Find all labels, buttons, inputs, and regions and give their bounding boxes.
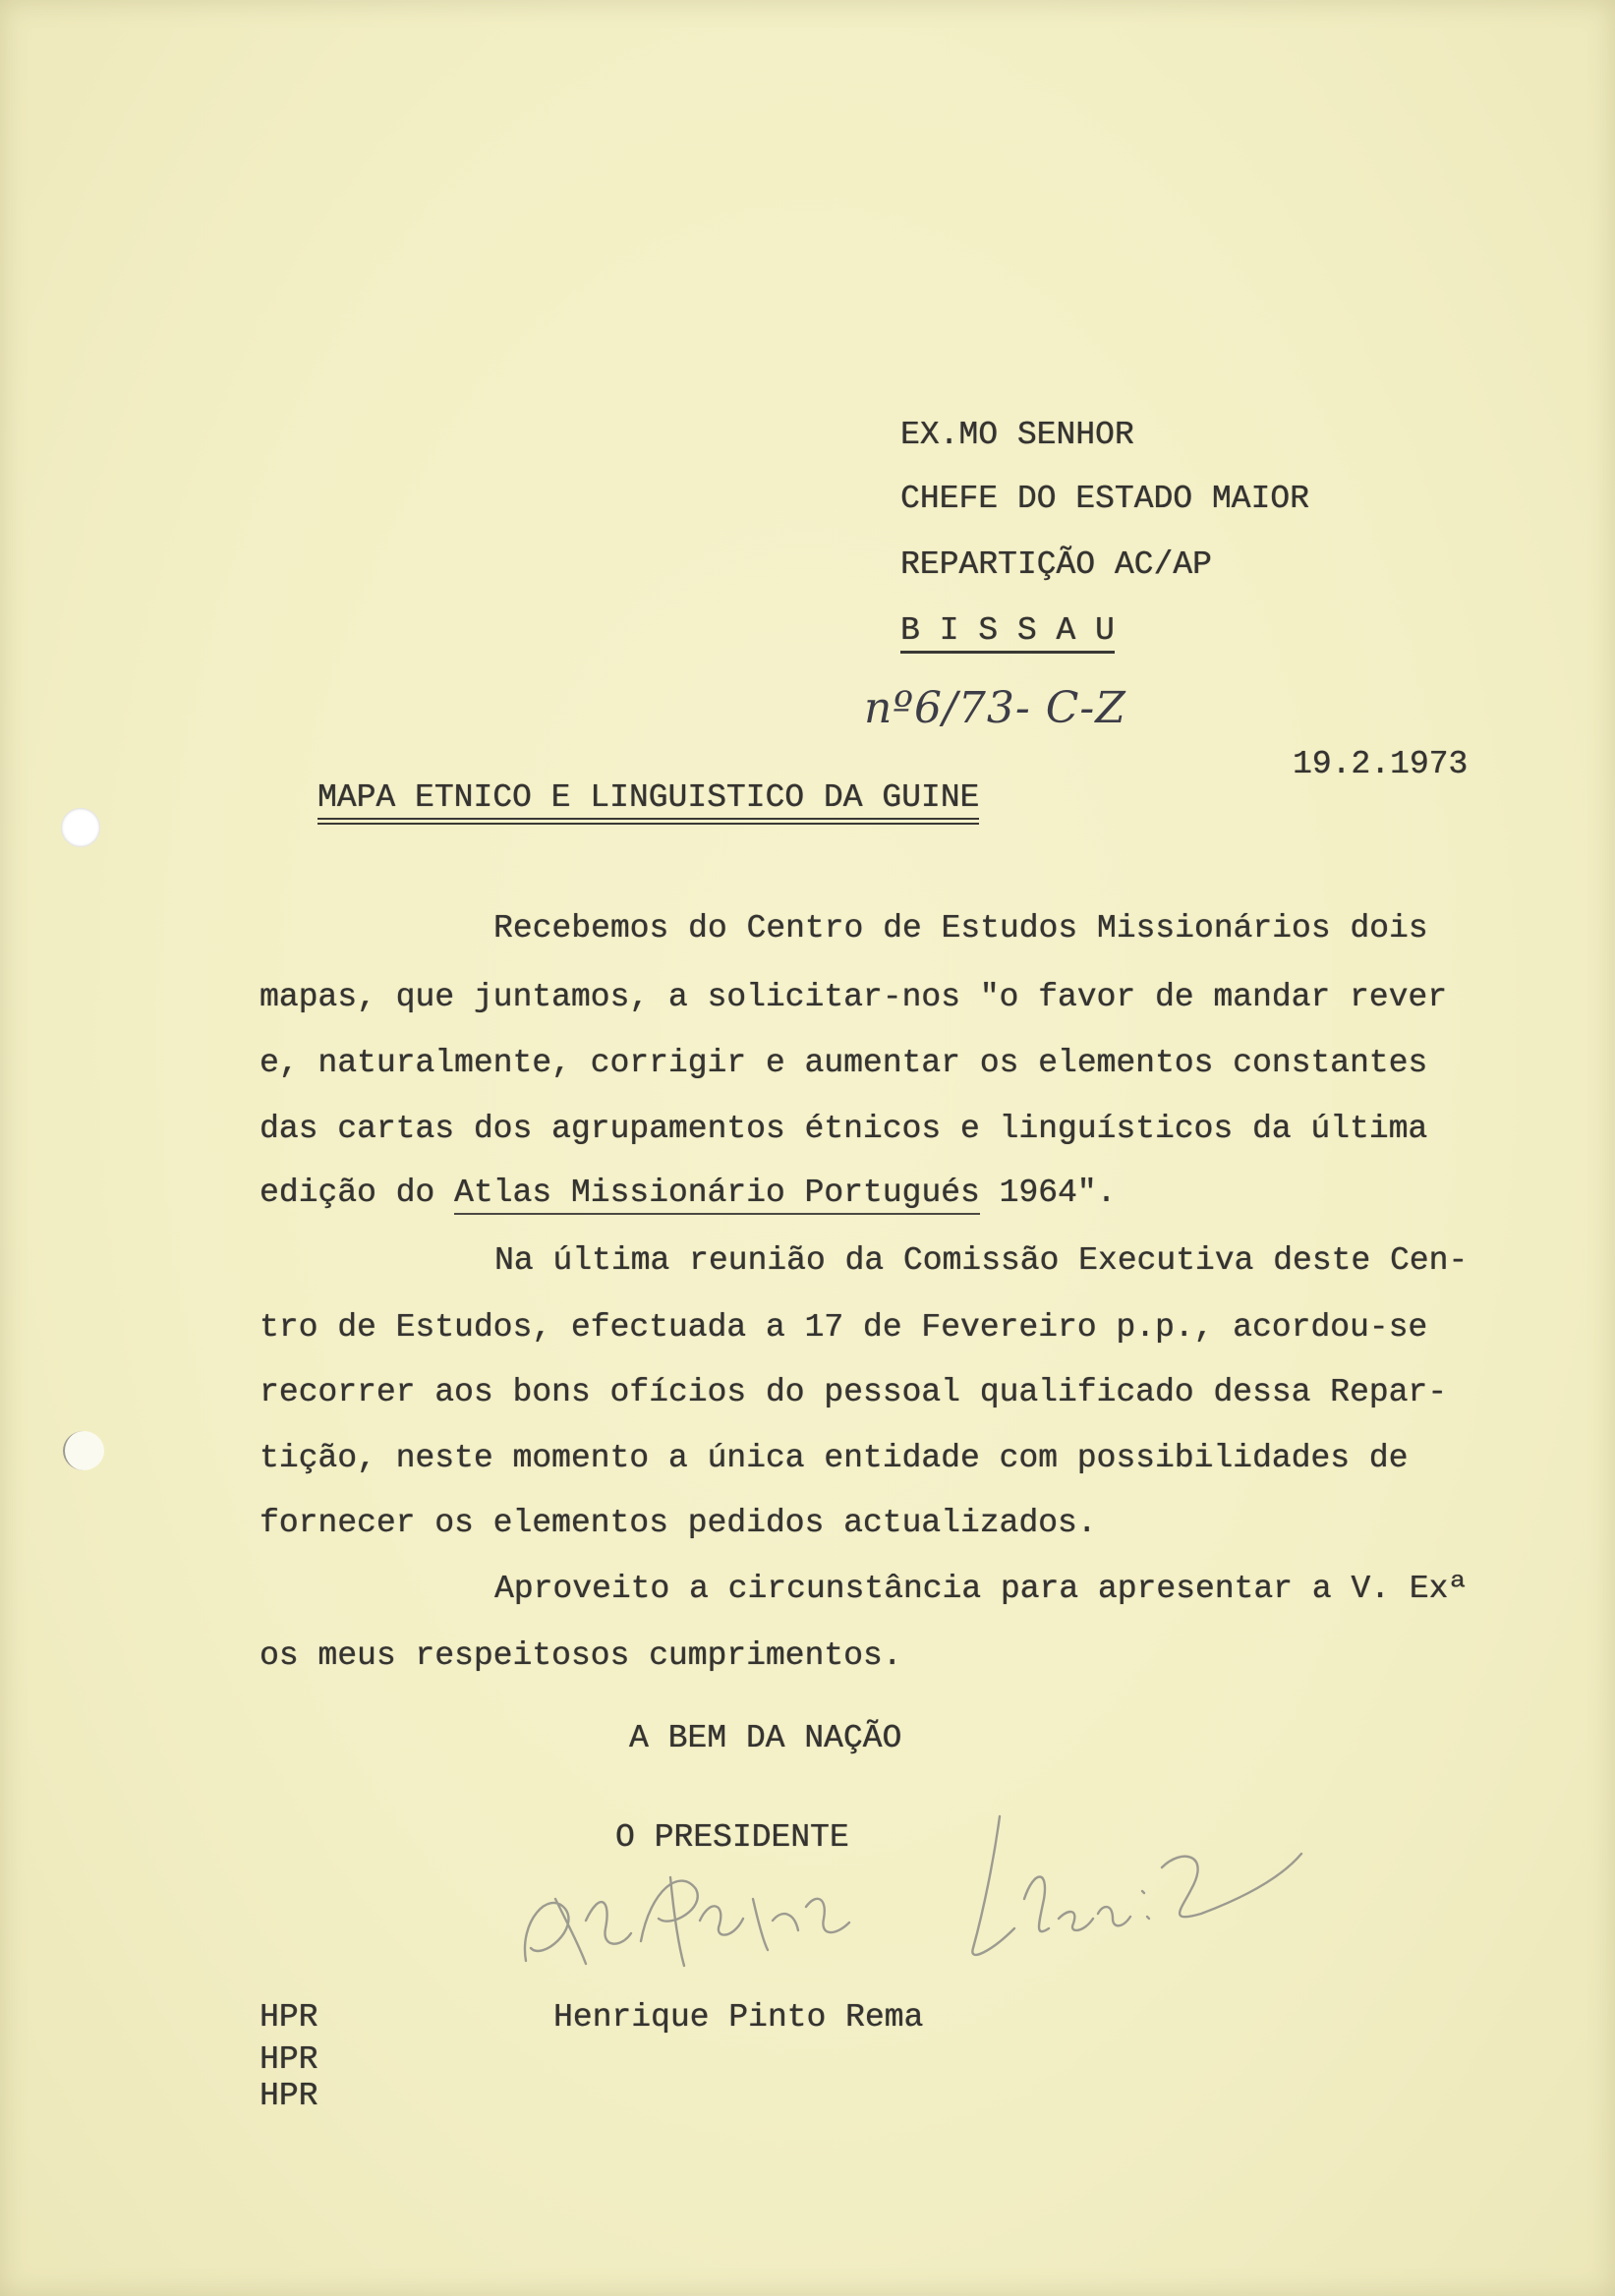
closing-formula: A BEM DA NAÇÃO [629,1720,902,1756]
letter-date: 19.2.1973 [1293,746,1469,782]
paragraph-2-line: tro de Estudos, efectuada a 17 de Fevereiro p.p., acordou-se [260,1309,1428,1346]
initials-line: HPR [260,1999,318,2036]
paragraph-1-line: e, naturalmente, corrigir e aumentar os elementos constantes [260,1045,1428,1081]
signatory-title: O PRESIDENTE [615,1819,849,1856]
addressee-city-text: B I S S A U [900,611,1115,654]
paragraph-1-line: mapas, que juntamos, a solicitar-nos "o favor de mandar rever [260,979,1447,1015]
handwritten-signature [511,1799,1317,1985]
paragraph-3-line: os meus respeitosos cumprimentos. [260,1637,902,1674]
addressee-line-1: EX.MO SENHOR [900,417,1134,453]
handwritten-reference: nº6/73- C-Z [864,683,1126,733]
paragraph-1-last-line-after: 1964". [979,1175,1117,1211]
initials-line: HPR [260,2041,318,2078]
paragraph-2-line: fornecer os elementos pedidos actualizados. [260,1505,1097,1541]
addressee-line-3: REPARTIÇÃO AC/AP [900,546,1212,583]
paragraph-1-last-line [260,1174,1116,1215]
paragraph-2-line: Na última reunião da Comissão Executiva deste Cen- [494,1242,1469,1279]
punch-hole-top [61,808,100,847]
initials-line: HPR [260,2078,318,2114]
addressee-line-2: CHEFE DO ESTADO MAIOR [900,481,1309,517]
paragraph-1-line: das cartas dos agrupamentos étnicos e linguísticos da última [260,1111,1428,1147]
paragraph-2-line: recorrer aos bons ofícios do pessoal qualificado dessa Repar- [260,1374,1447,1410]
paragraph-1-line: Recebemos do Centro de Estudos Missionários dois [493,910,1428,947]
signatory-name: Henrique Pinto Rema [553,1999,924,2036]
subject-text: MAPA ETNICO E LINGUISTICO DA GUINE [317,778,979,825]
addressee-city [900,611,1115,654]
atlas-title: Atlas Missionário Portugués [454,1174,980,1215]
paragraph-3-line: Aproveito a circunstância para apresentar a V. Exª [494,1571,1469,1607]
subject-line [317,778,979,825]
paragraph-1-last-line-before: edição do [260,1175,455,1211]
punch-hole-bottom [63,1431,104,1470]
paragraph-2-line: tição, neste momento a única entidade com possibilidades de [260,1440,1409,1476]
